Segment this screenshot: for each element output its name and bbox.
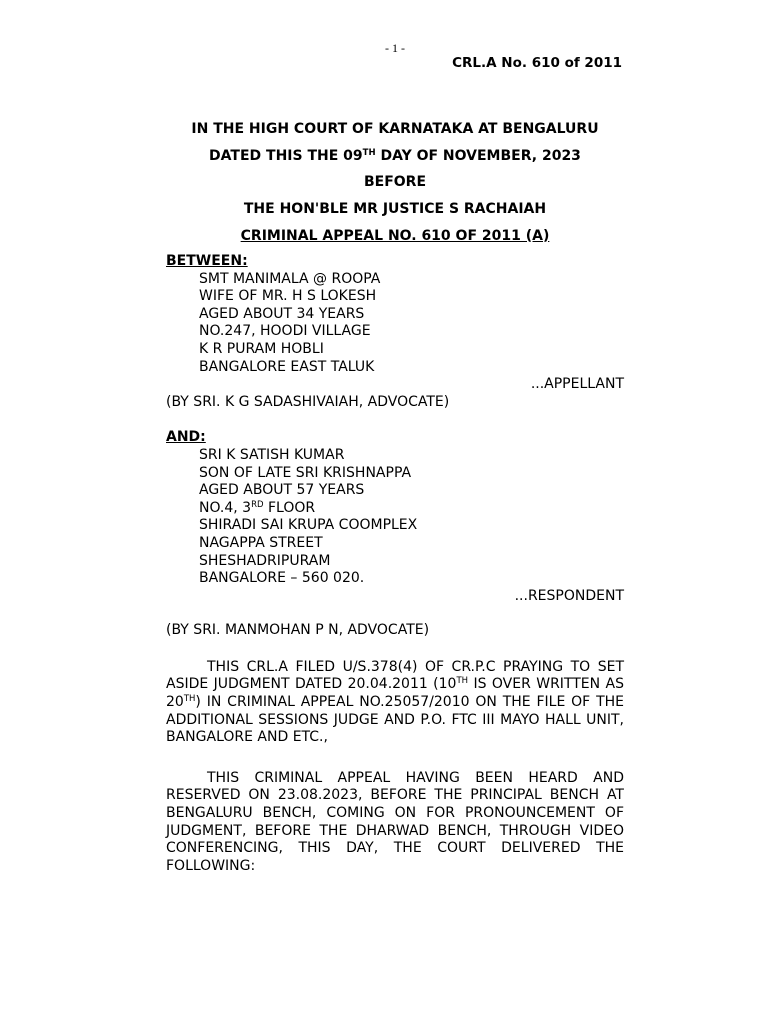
appellant-advocate: (BY SRI. K G SADASHIVAIAH, ADVOCATE)	[166, 393, 450, 410]
appellant-role: ...APPELLANT	[530, 376, 624, 393]
appellant-line: SMT MANIMALA @ ROOPA	[199, 270, 381, 287]
prayer-text-3: ) IN CRIMINAL APPEAL NO.25057/2010 ON THE FILE OF THE ADDITIONAL SESSIONS JUDGE AND P.O. FTC III MAYO HALL UNIT, BANGALORE AND ETC.,	[166, 694, 624, 746]
document-body	[166, 253, 624, 875]
respondent-floor-line	[199, 500, 624, 518]
before-line: BEFORE	[363, 174, 427, 191]
respondent-line: BANGALORE – 560 020.	[199, 570, 365, 587]
appeal-title-text: CRIMINAL APPEAL NO. 610 OF 2011 (A)	[240, 227, 550, 244]
between-label: BETWEEN:	[166, 253, 248, 269]
respondent-line: SON OF LATE SRI KRISHNAPPA	[199, 464, 412, 481]
floor-ordinal: RD	[251, 499, 264, 510]
respondent-role: ...RESPONDENT	[514, 587, 624, 604]
respondent-line: SHESHADRIPURAM	[199, 552, 331, 569]
hearing-paragraph: THIS CRIMINAL APPEAL HAVING BEEN HEARD AND RESERVED ON 23.08.2023, BEFORE THE PRINCIPAL BENCH AT BENGALURU BENCH, COMING ON FOR PRONOUNCEMENT OF JUDGMENT, BEFORE THE DHARWAD BENCH, THROUGH VIDEO CONFERENCING, THIS DAY, THE COURT DELIVERED THE FOLLOWING:	[166, 769, 624, 874]
prayer-paragraph	[166, 659, 624, 747]
appellant-details	[166, 271, 624, 377]
appellant-line: NO.247, HOODI VILLAGE	[199, 323, 371, 340]
appeal-title	[166, 226, 624, 253]
and-label: AND:	[166, 429, 206, 446]
respondent-line: SRI K SATISH KUMAR	[199, 446, 345, 463]
floor-suffix: FLOOR	[263, 499, 316, 516]
date-ordinal: TH	[362, 147, 376, 158]
appellant-line: K R PURAM HOBLI	[199, 340, 324, 357]
date-line	[166, 146, 624, 173]
page-number: - 1 -	[385, 41, 405, 55]
prayer-text-1: THIS CRL.A FILED U/S.378(4) OF CR.P.C PRAYING TO SET ASIDE JUDGMENT DATED 20.04.2011 (10	[166, 658, 624, 693]
appellant-line: WIFE OF MR. H S LOKESH	[199, 288, 377, 305]
justice-name: THE HON'BLE MR JUSTICE S RACHAIAH	[243, 201, 547, 218]
appellant-line: AGED ABOUT 34 YEARS	[199, 305, 365, 322]
prayer-ordinal-1: TH	[456, 676, 469, 687]
date-suffix: DAY OF NOVEMBER, 2023	[375, 147, 581, 164]
date-prefix: DATED THIS THE 09	[209, 147, 363, 164]
appellant-line: BANGALORE EAST TALUK	[199, 358, 375, 375]
respondent-line: AGED ABOUT 57 YEARS	[199, 482, 365, 499]
document-heading	[166, 119, 624, 252]
court-name: IN THE HIGH COURT OF KARNATAKA AT BENGALURU	[191, 121, 599, 137]
respondent-line: NAGAPPA STREET	[199, 534, 323, 551]
prayer-text-2: IS OVER WRITTEN AS 20	[166, 676, 624, 711]
case-reference: CRL.A No. 610 of 2011	[452, 55, 622, 71]
prayer-ordinal-2: TH	[183, 694, 196, 705]
floor-prefix: NO.4, 3	[199, 499, 252, 516]
respondent-details	[166, 447, 624, 588]
respondent-line: SHIRADI SAI KRUPA COOMPLEX	[199, 517, 418, 534]
respondent-advocate: (BY SRI. MANMOHAN P N, ADVOCATE)	[166, 622, 430, 639]
